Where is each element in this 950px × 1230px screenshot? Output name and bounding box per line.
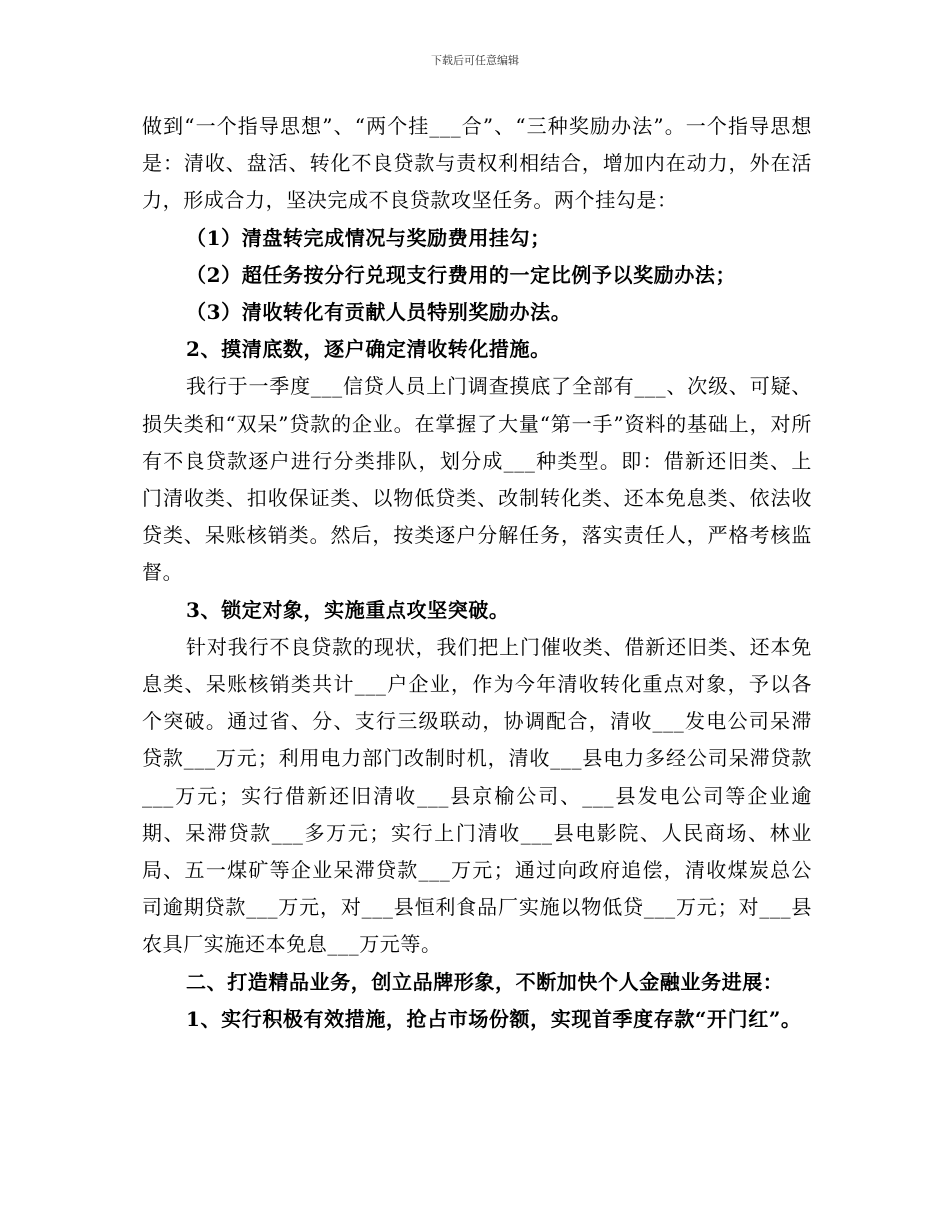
list-item-1: （1）清盘转完成情况与奖励费用挂勾； [186,225,551,250]
list-item-2: （2）超任务按分行兑现支行费用的一定比例予以奖励办法； [186,262,737,287]
subsection-heading-1: 1、实行积极有效措施，抢占市场份额，实现首季度存款“开门红”。 [186,1006,802,1031]
paragraph-targets: 针对我行不良贷款的现状，我们把上门催收类、借新还旧类、还本免息类、呆账核销类共计___户企业，作为今年清收转化重点对象，予以各个突破。通过省、分、支行三级联动，协调配合，清收___发电公司呆滞贷款___万元；利用电力部门改制时机，清收___县电力多经公司呆滞贷款___万元；实行借新还旧清收___县京榆公司、___县发电公司等企业逾期、呆滞贷款___多万元；实行上门清收___县电影院、人民商场、林业局、五一煤矿等企业呆滞贷款___万元；通过向政府追偿，清收煤炭总公司逾期贷款___万元，对___县恒利食品厂实施以物低贷___万元；对___县农具厂实施还本免息___万元等。 [142,634,812,957]
chapter-heading-2: 二、打造精品业务，创立品牌形象，不断加快个人金融业务进展： [186,969,784,994]
page-header: 下载后可任意编辑 [431,54,519,67]
paragraph-guiding-thought: 做到“一个指导思想”、“两个挂___合”、“三种奖励办法”。一个指导思想是：清收、盘活、转化不良贷款与责权利相结合，增加内在动力，外在活力，形成合力，坚决完成不良贷款攻坚任务。两个挂勾是： [142,114,812,213]
section-heading-3: 3、锁定对象，实施重点攻坚突破。 [186,597,510,622]
section-heading-2: 2、摸清底数，逐户确定清收转化措施。 [186,337,551,362]
document-body [142,108,812,1038]
list-item-3: （3）清收转化有贡献人员特别奖励办法。 [186,300,572,325]
paragraph-survey: 我行于一季度___信贷人员上门调查摸底了全部有___、次级、可疑、损失类和“双呆”贷款的企业。在掌握了大量“第一手”资料的基础上，对所有不良贷款逐户进行分类排队，划分成___种类型。即：借新还旧类、上门清收类、扣收保证类、以物低贷类、改制转化类、还本免息类、依法收贷类、呆账核销类。然后，按类逐户分解任务，落实责任人，严格考核监督。 [142,374,812,585]
